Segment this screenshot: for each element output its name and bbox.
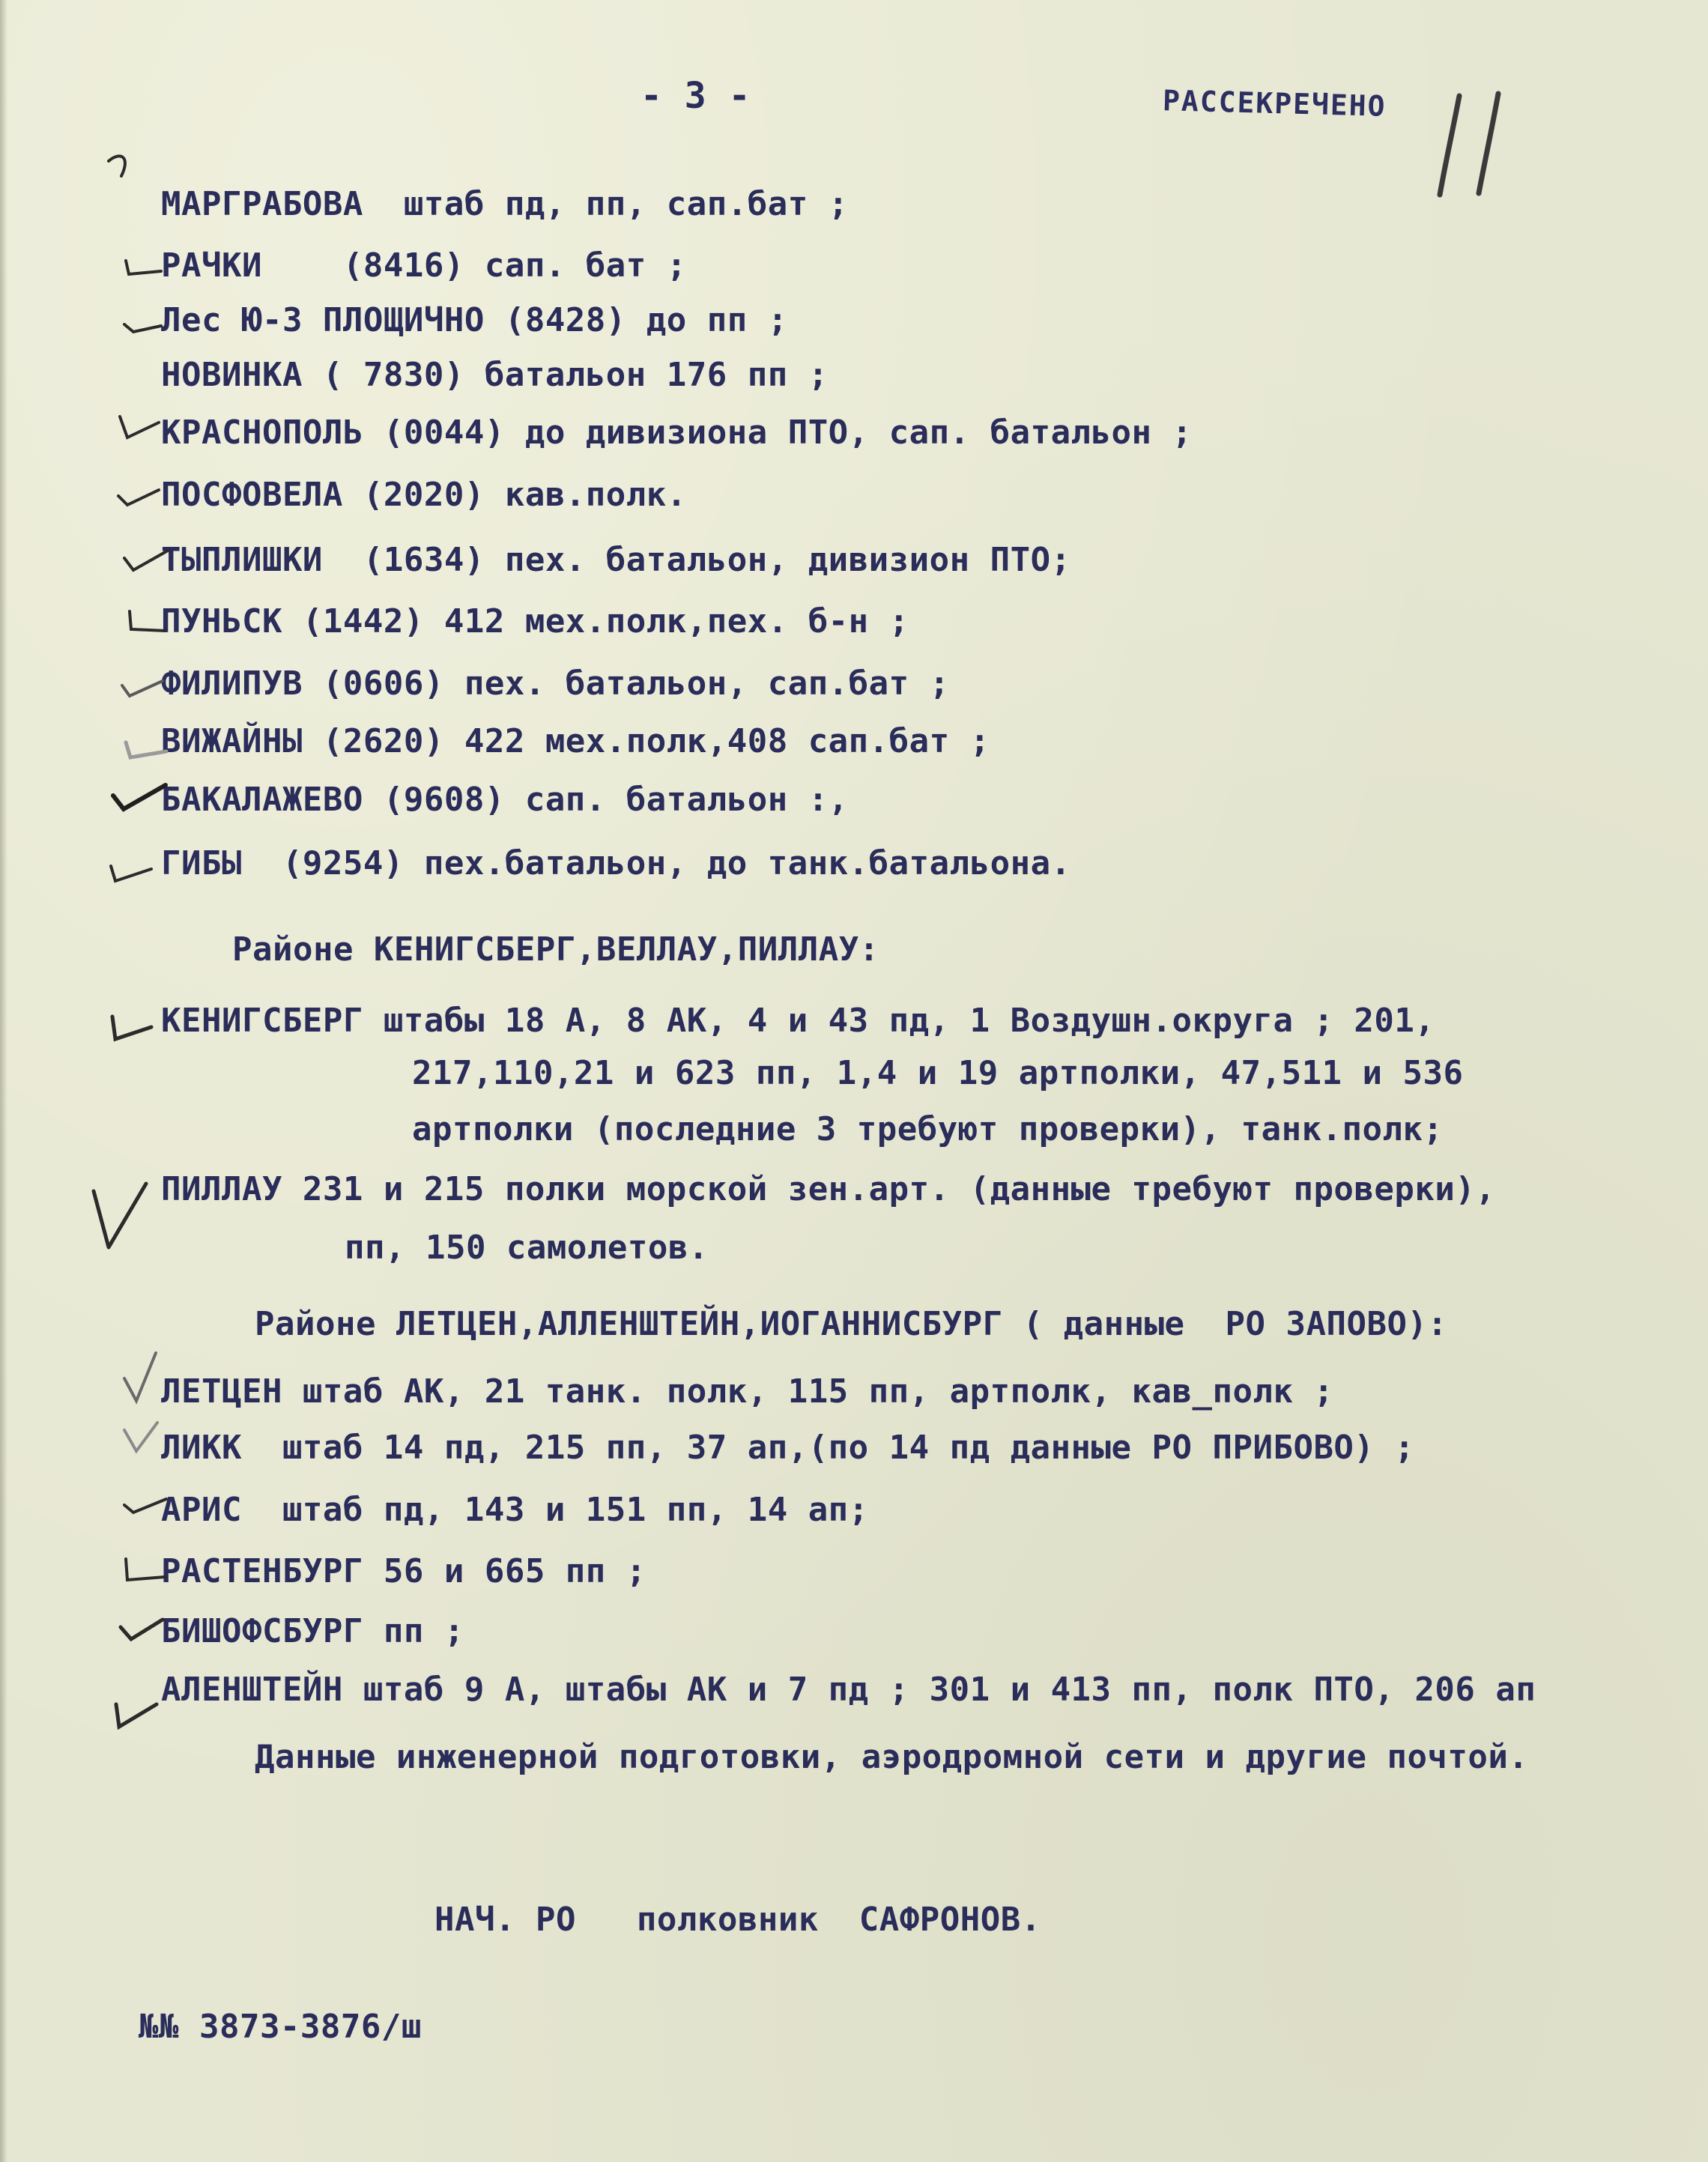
check-mark-icon (120, 1420, 172, 1457)
entry-line: ПОСФОВЕЛА (2020) кав.полк. (161, 476, 687, 514)
check-mark-icon (120, 1487, 172, 1524)
entry-line: КРАСНОПОЛЬ (0044) до дивизиона ПТО, сап. батальон ; (161, 414, 1193, 452)
entry-line: РАЧКИ (8416) сап. бат ; (161, 246, 687, 285)
check-mark-icon (105, 1008, 157, 1045)
check-mark-icon (109, 779, 169, 817)
entry-line: НОВИНКА ( 7830) батальон 176 пп ; (161, 356, 829, 394)
check-mark-icon (116, 670, 169, 708)
entry-line: ЛИКК штаб 14 пд, 215 пп, 37 ап,(по 14 пд данные РО ПРИБОВО) ; (161, 1429, 1415, 1467)
check-mark-icon (112, 479, 165, 517)
entry-line: ПИЛЛАУ 231 и 215 полки морской зен.арт. (данные требуют проверки), (161, 1170, 1496, 1208)
check-mark-icon (120, 311, 165, 341)
entry-line-continued: артполки (последние 3 требуют проверки), танк.полк; (412, 1110, 1444, 1148)
entry-line: АРИС штаб пд, 143 и 151 пп, 14 ап; (161, 1491, 869, 1529)
entry-line: ТЫПЛИШКИ (1634) пех. батальон, дивизион ПТО; (161, 541, 1071, 579)
entry-line: АЛЕНШТЕЙН штаб 9 А, штабы АК и 7 пд ; 301 и 413 пп, полк ПТО, 206 ап (161, 1671, 1536, 1709)
check-mark-icon (105, 854, 157, 891)
entry-line: КЕНИГСБЕРГ штабы 18 А, 8 АК, 4 и 43 пд, 1 Воздушн.округа ; 201, (161, 1002, 1435, 1040)
entry-line: РАСТЕНБУРГ 56 и 665 пп ; (161, 1552, 646, 1590)
entry-line: БАКАЛАЖЕВО (9608) сап. батальон :, (161, 781, 849, 819)
document-number: №№ 3873-3876/ш (139, 2008, 422, 2046)
entry-line: Лес Ю-З ПЛОЩИЧНО (8428) до пп ; (161, 301, 788, 339)
check-mark-icon (116, 1612, 169, 1650)
entry-line-continued: 217,110,21 и 623 пп, 1,4 и 19 артполки, 47,511 и 536 (412, 1054, 1464, 1092)
entry-line: ЛЕТЦЕН штаб АК, 21 танк. полк, 115 пп, артполк, кав_полк ; (161, 1372, 1334, 1411)
check-mark-icon (120, 543, 172, 581)
section-heading: Районе ЛЕТЦЕН,АЛЛЕНШТЕЙН,ИОГАННИСБУРГ ( данные РО ЗАПОВО): (255, 1305, 1448, 1343)
check-mark-icon (120, 255, 165, 285)
check-mark-icon (120, 1554, 172, 1592)
pencil-hook-mark (105, 150, 142, 187)
check-mark-icon (124, 607, 169, 644)
page-number: - 3 - (640, 75, 751, 117)
pencil-sheet-number (1423, 90, 1528, 202)
entry-line-continued: пп, 150 самолетов. (345, 1229, 709, 1267)
check-mark-icon (112, 411, 165, 448)
check-mark-icon (120, 730, 172, 768)
check-mark-icon (109, 1682, 161, 1734)
check-mark-icon (86, 1176, 154, 1259)
footnote: Данные инженерной подготовки, аэродромной сети и другие почтой. (255, 1738, 1529, 1776)
check-mark-icon (120, 1348, 172, 1408)
entry-line: ПУНЬСК (1442) 412 мех.полк,пех. б-н ; (161, 602, 909, 641)
signature: НАЧ. РО полковник САФРОНОВ. (434, 1901, 1041, 1939)
section-heading: Районе КЕНИГСБЕРГ,ВЕЛЛАУ,ПИЛЛАУ: (232, 930, 879, 969)
declassified-stamp: РАССЕКРЕЧЕНО (1162, 84, 1387, 123)
entry-line: ФИЛИПУВ (0606) пех. батальон, сап.бат ; (161, 664, 950, 703)
entry-line: ГИБЫ (9254) пех.батальон, до танк.батальона. (161, 844, 1071, 882)
entry-line: МАРГРАБОВА штаб пд, пп, сап.бат ; (161, 185, 849, 223)
entry-line: БИШОФСБУРГ пп ; (161, 1612, 464, 1650)
entry-line: ВИЖАЙНЫ (2620) 422 мех.полк,408 сап.бат ; (161, 722, 990, 760)
